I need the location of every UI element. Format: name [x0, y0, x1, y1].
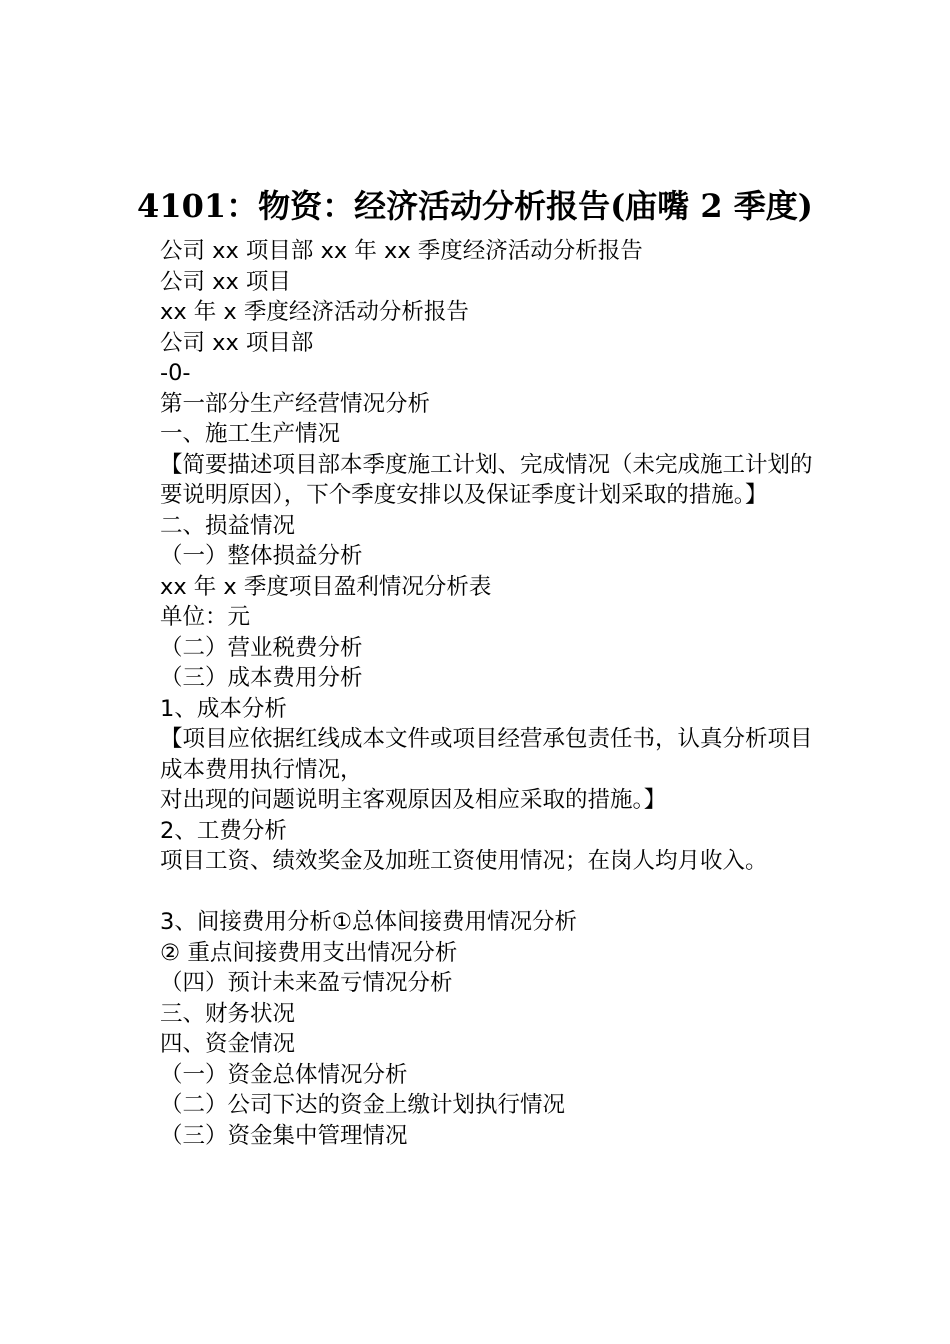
paragraph: 公司 xx 项目部 xx 年 xx 季度经济活动分析报告 [160, 238, 643, 264]
paragraph: xx 年 x 季度项目盈利情况分析表 [160, 573, 492, 600]
subsection-heading: 1、成本分析 [160, 695, 287, 722]
blank-line [128, 877, 828, 908]
paragraph: 公司 xx 项目 [160, 268, 291, 295]
subsection-heading: 2、工费分析 [160, 817, 287, 844]
paragraph: 项目工资、绩效奖金及加班工资使用情况；在岗人均月收入。 [160, 848, 768, 874]
paragraph: ② 重点间接费用支出情况分析 [160, 939, 458, 966]
paragraph: xx 年 x 季度经济活动分析报告 [160, 299, 469, 325]
section-heading: 三、财务状况 [160, 1000, 296, 1027]
subsection-heading: （二）营业税费分析 [160, 634, 363, 661]
subsection-heading: （一）整体损益分析 [160, 543, 363, 569]
paragraph: 单位：元 [160, 604, 251, 630]
section-heading: 四、资金情况 [160, 1031, 296, 1057]
section-heading: 一、施工生产情况 [160, 421, 341, 447]
paragraph: 对出现的问题说明主客观原因及相应采取的措施。】 [160, 787, 667, 813]
section-heading: 二、损益情况 [160, 512, 296, 539]
subsection-heading: （三）成本费用分析 [160, 665, 363, 691]
document-title: 4101：物资：经济活动分析报告(庙嘴 2 季度) [137, 187, 813, 225]
subsection-heading: （二）公司下达的资金上缴计划执行情况 [160, 1092, 566, 1118]
section-heading: 第一部分生产经营情况分析 [160, 390, 431, 417]
document-body [128, 236, 828, 1151]
subsection-heading: （四）预计未来盈亏情况分析 [160, 970, 453, 996]
subsection-heading: （一）资金总体情况分析 [160, 1061, 408, 1088]
subsection-heading: （三）资金集中管理情况 [160, 1122, 408, 1149]
paragraph: 【简要描述项目部本季度施工计划、完成情况（未完成施工计划的要说明原因），下个季度安排以及保证季度计划采取的措施。】 [160, 451, 813, 508]
subsection-heading: 3、间接费用分析①总体间接费用情况分析 [160, 909, 577, 935]
paragraph: 公司 xx 项目部 [160, 329, 314, 356]
page-number-marker: -0- [160, 360, 191, 386]
paragraph: 【项目应依据红线成本文件或项目经营承包责任书，认真分析项目成本费用执行情况， [160, 726, 813, 783]
